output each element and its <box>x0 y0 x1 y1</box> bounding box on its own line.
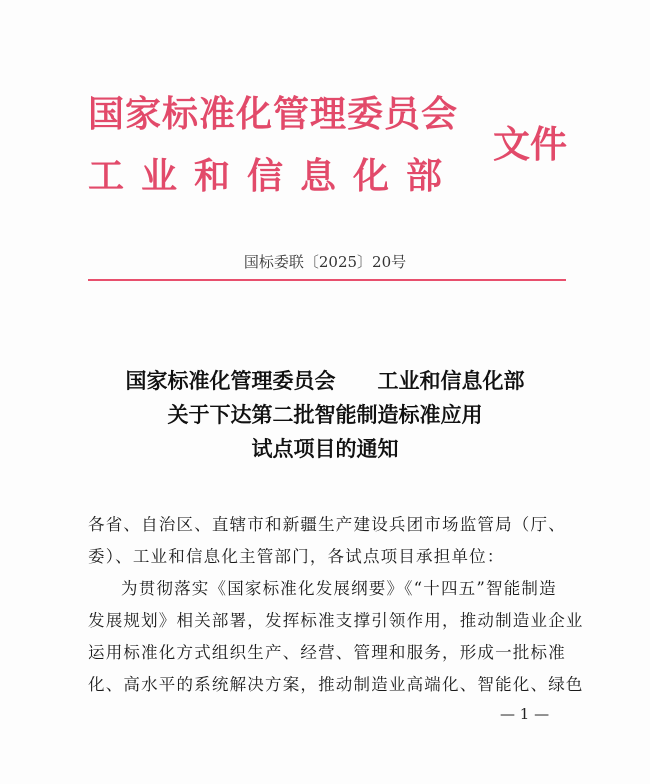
page-number: — 1 — <box>500 705 550 723</box>
document-number: 国标委联〔2025〕20号 <box>243 253 407 271</box>
body-line-1: 各省、自治区、直辖市和新疆生产建设兵团市场监管局（厅、 <box>88 515 566 534</box>
header-org-line2: 工业和信息化部 <box>88 155 460 197</box>
body-line-5: 运用标准化方式组织生产、经营、管理和服务，形成一批标准 <box>88 643 566 662</box>
body-line-4: 发展规划》相关部署，发挥标准支撑引领作用，推动制造业企业 <box>88 611 584 630</box>
header-red-rule <box>88 279 566 281</box>
header-document-suffix: 文件 <box>493 122 567 166</box>
body-line-2: 委）、工业和信息化主管部门，各试点项目承担单位： <box>88 547 505 566</box>
header-org-line1: 国家标准化管理委员会 <box>88 93 459 135</box>
title-line3: 试点项目的通知 <box>251 436 399 461</box>
title-line1: 国家标准化管理委员会 工业和信息化部 <box>125 368 525 393</box>
title-line2: 关于下达第二批智能制造标准应用 <box>167 402 483 427</box>
body-line-6: 化、高水平的系统解决方案，推动制造业高端化、智能化、绿色 <box>88 675 584 694</box>
body-line-3: 为贯彻落实《国家标准化发展纲要》《“十四五”智能制造 <box>121 579 557 598</box>
